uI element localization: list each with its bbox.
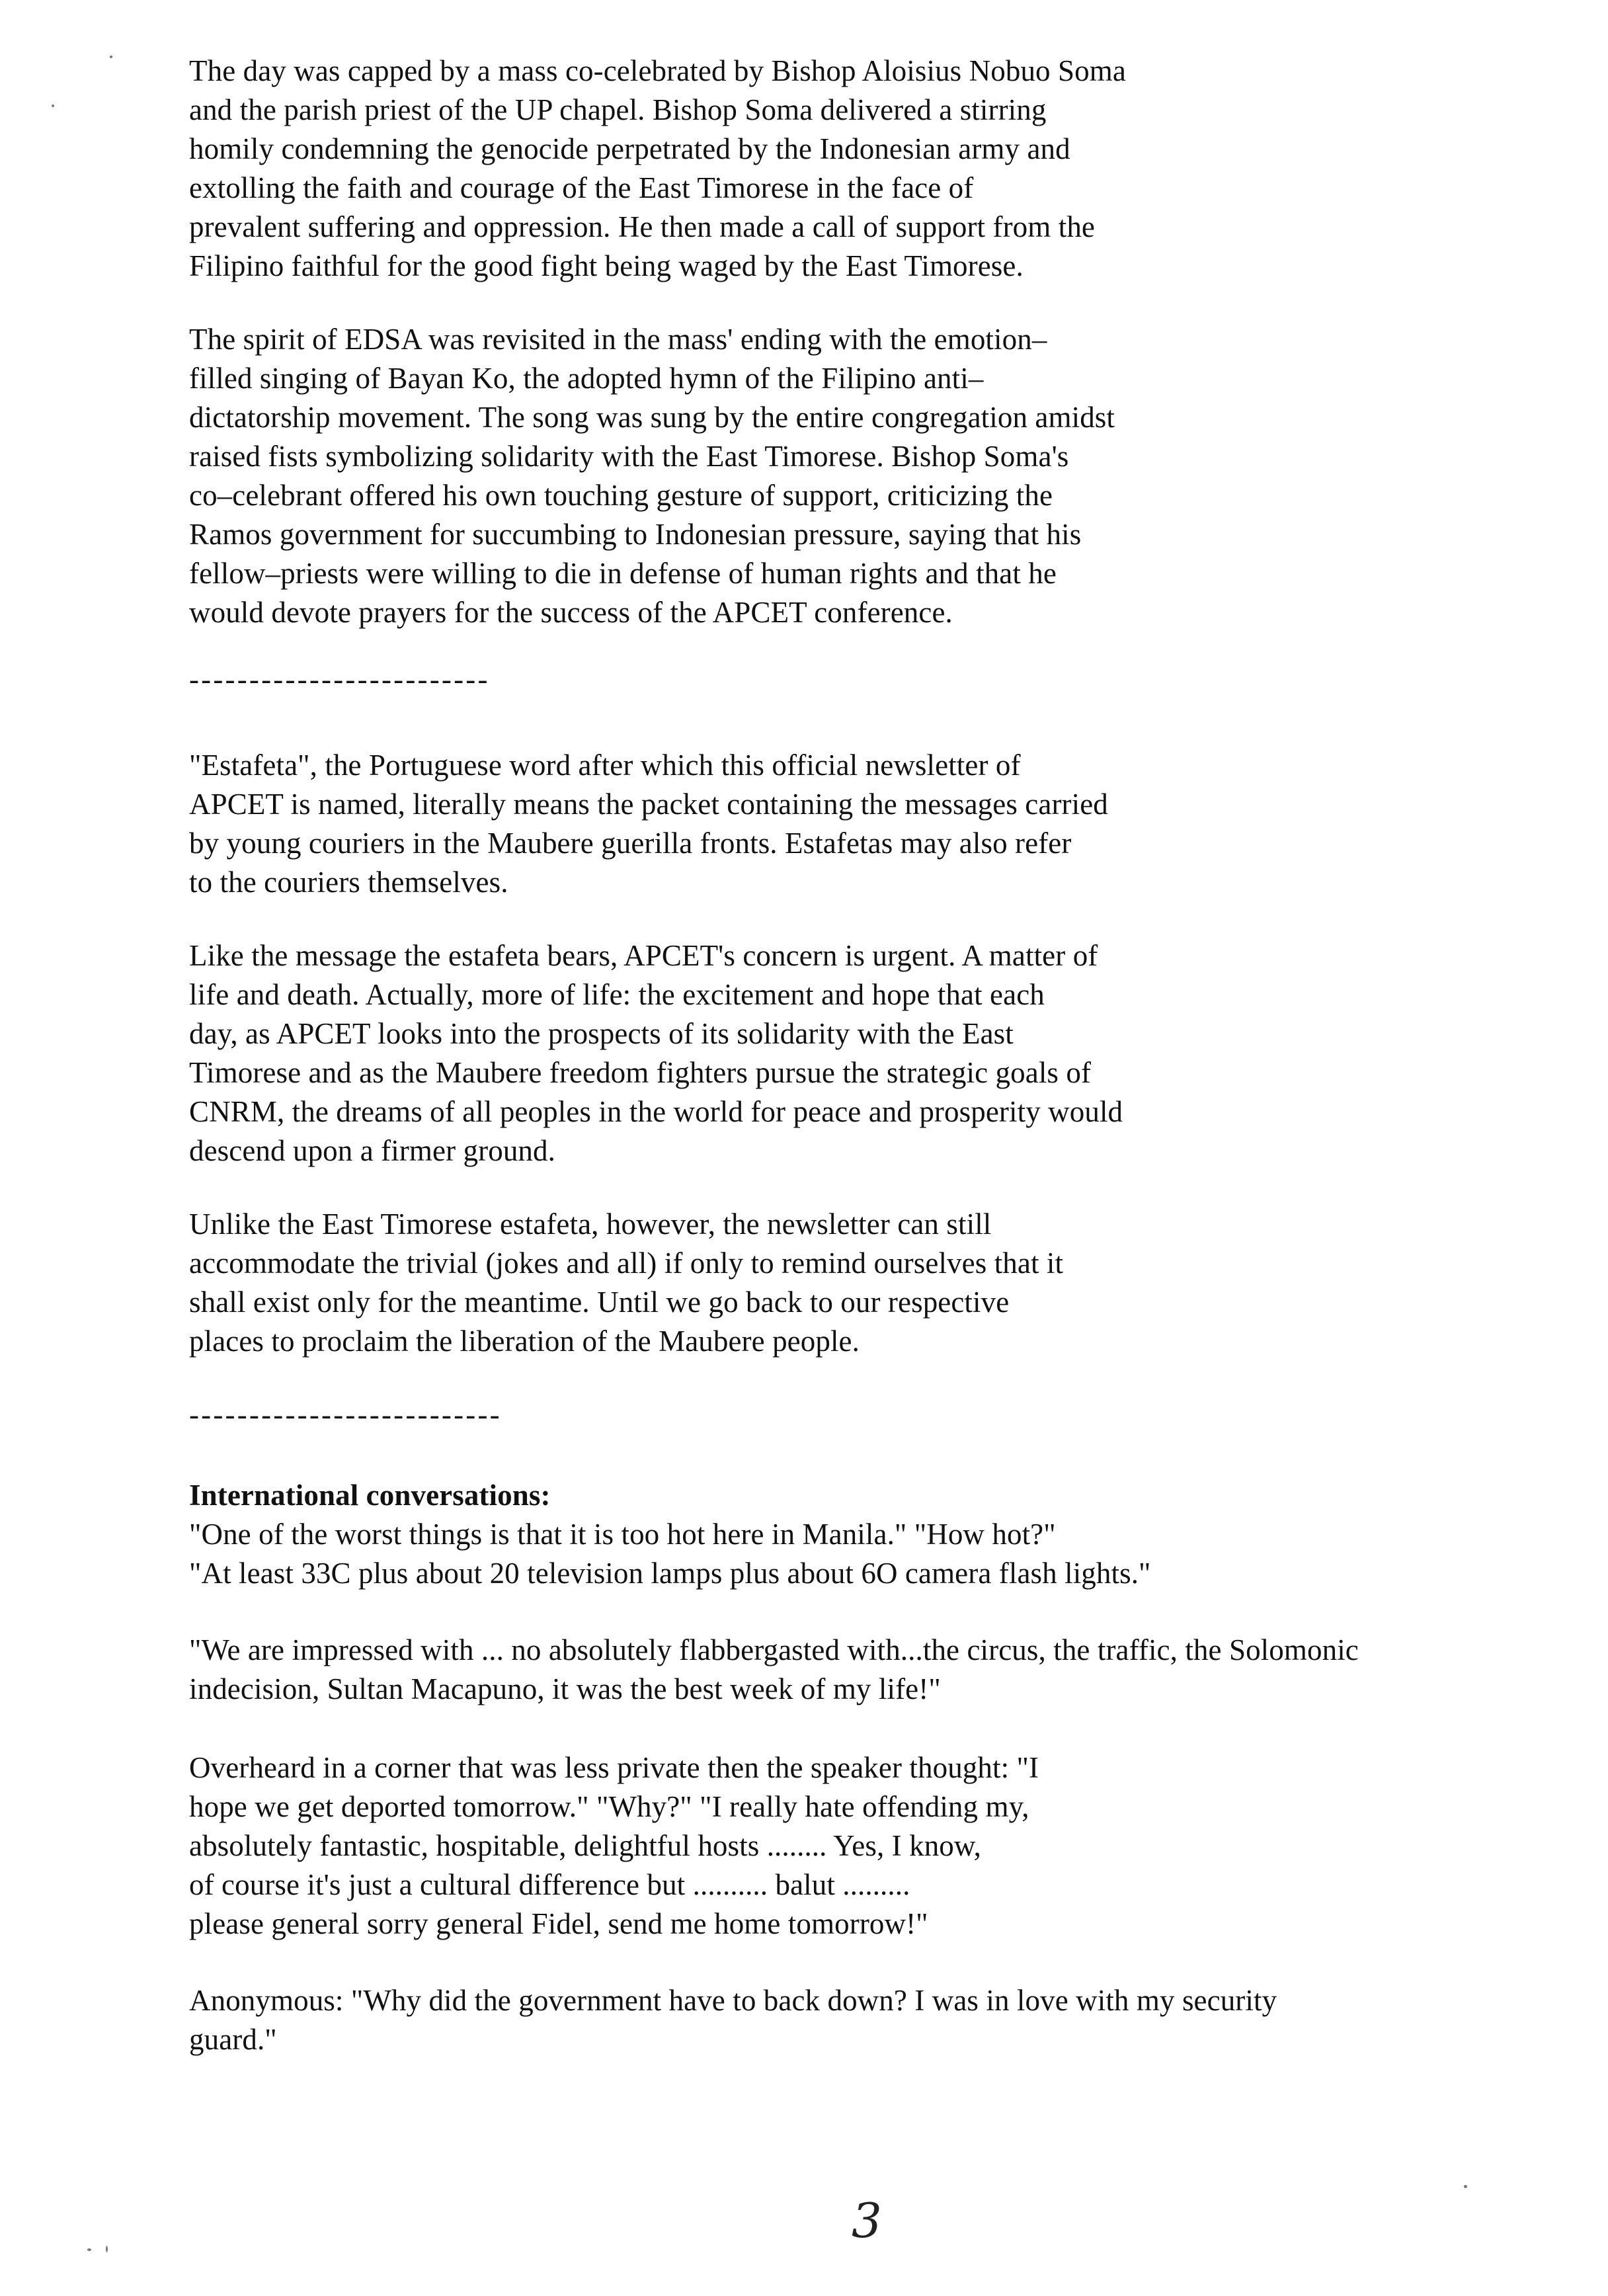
paragraph-estafeta-meaning	[189, 746, 1498, 902]
text-line: Unlike the East Timorese estafeta, however, the newsletter can still	[189, 1208, 992, 1241]
text-line: descend upon a firmer ground.	[189, 1134, 555, 1167]
text-line: by young couriers in the Maubere guerilla fronts. Estafetas may also refer	[189, 827, 1072, 860]
text-line: Like the message the estafeta bears, APCET's concern is urgent. A matter of	[189, 939, 1098, 972]
text-line: and the parish priest of the UP chapel. Bishop Soma delivered a stirring	[189, 93, 1047, 126]
text-line: life and death. Actually, more of life: the excitement and hope that each	[189, 978, 1045, 1011]
paragraph-edsa-spirit	[189, 320, 1498, 632]
text-line: "Estafeta", the Portuguese word after which this official newsletter of	[189, 749, 1021, 782]
text-line: Timorese and as the Maubere freedom fighters pursue the strategic goals of	[189, 1056, 1092, 1089]
text-line: "One of the worst things is that it is too hot here in Manila." "How hot?"	[189, 1518, 1056, 1551]
text-line: fellow–priests were willing to die in defense of human rights and that he	[189, 557, 1057, 590]
text-line: of course it's just a cultural difference but .......... balut .........	[189, 1868, 910, 1901]
scan-speck	[106, 2246, 108, 2252]
text-line: accommodate the trivial (jokes and all) if only to remind ourselves that it	[189, 1247, 1064, 1280]
text-line: Overheard in a corner that was less private then the speaker thought: "I	[189, 1751, 1039, 1784]
text-line: absolutely fantastic, hospitable, delightful hosts ........ Yes, I know,	[189, 1829, 981, 1862]
text-line: would devote prayers for the success of the APCET conference.	[189, 596, 953, 629]
text-line: prevalent suffering and oppression. He then made a call of support from the	[189, 210, 1096, 243]
dashed-separator: -------------------------	[189, 663, 490, 696]
scan-speck	[110, 56, 112, 58]
text-line: raised fists symbolizing solidarity with the East Timorese. Bishop Soma's	[189, 440, 1069, 473]
section-international-conversations	[189, 1476, 1498, 1593]
text-line: dictatorship movement. The song was sung by the entire congregation amidst	[189, 401, 1115, 434]
text-line: filled singing of Bayan Ko, the adopted hymn of the Filipino anti–	[189, 362, 984, 395]
paragraph-mass-description	[189, 52, 1498, 286]
text-line: "At least 33C plus about 20 television lamps plus about 6O camera flash lights."	[189, 1557, 1151, 1590]
text-line: shall exist only for the meantime. Until we go back to our respective	[189, 1286, 1010, 1319]
text-line: The spirit of EDSA was revisited in the mass' ending with the emotion–	[189, 323, 1047, 356]
section-heading: International conversations:	[189, 1479, 551, 1512]
paragraph-newsletter-purpose	[189, 1205, 1498, 1361]
scan-speck	[87, 2248, 91, 2251]
page-number: 3	[852, 2193, 882, 2248]
text-line: guard."	[189, 2023, 277, 2056]
text-line: Anonymous: "Why did the government have to back down? I was in love with my security	[189, 1984, 1277, 2017]
text-line: Ramos government for succumbing to Indonesian pressure, saying that his	[189, 518, 1082, 551]
dashed-separator: --------------------------	[189, 1398, 502, 1431]
text-line: to the couriers themselves.	[189, 866, 508, 899]
text-line: The day was capped by a mass co-celebrated by Bishop Aloisius Nobuo Soma	[189, 54, 1126, 87]
text-line: please general sorry general Fidel, send me home tomorrow!"	[189, 1907, 928, 1940]
text-line: homily condemning the genocide perpetrated by the Indonesian army and	[189, 132, 1070, 165]
paragraph-overheard-quote	[189, 1748, 1498, 1944]
text-line: co–celebrant offered his own touching gesture of support, criticizing the	[189, 479, 1053, 512]
text-line: day, as APCET looks into the prospects of its solidarity with the East	[189, 1017, 1014, 1050]
scan-speck	[52, 104, 54, 107]
text-line: extolling the faith and courage of the East Timorese in the face of	[189, 171, 974, 204]
text-line: places to proclaim the liberation of the Maubere people.	[189, 1325, 860, 1358]
text-line: indecision, Sultan Macapuno, it was the best week of my life!"	[189, 1672, 941, 1705]
text-line: APCET is named, literally means the packet containing the messages carried	[189, 788, 1108, 821]
paragraph-apcet-concern	[189, 936, 1498, 1170]
text-line: "We are impressed with ... no absolutely flabbergasted with...the circus, the traffic, the Solomonic	[189, 1633, 1359, 1666]
paragraph-anonymous-quote	[189, 1981, 1498, 2059]
scan-speck	[1464, 2185, 1467, 2188]
text-line: Filipino faithful for the good fight being waged by the East Timorese.	[189, 249, 1024, 282]
text-line: CNRM, the dreams of all peoples in the world for peace and prosperity would	[189, 1095, 1123, 1128]
paragraph-impressed-quote	[189, 1631, 1498, 1709]
text-line: hope we get deported tomorrow." "Why?" "I really hate offending my,	[189, 1790, 1029, 1823]
